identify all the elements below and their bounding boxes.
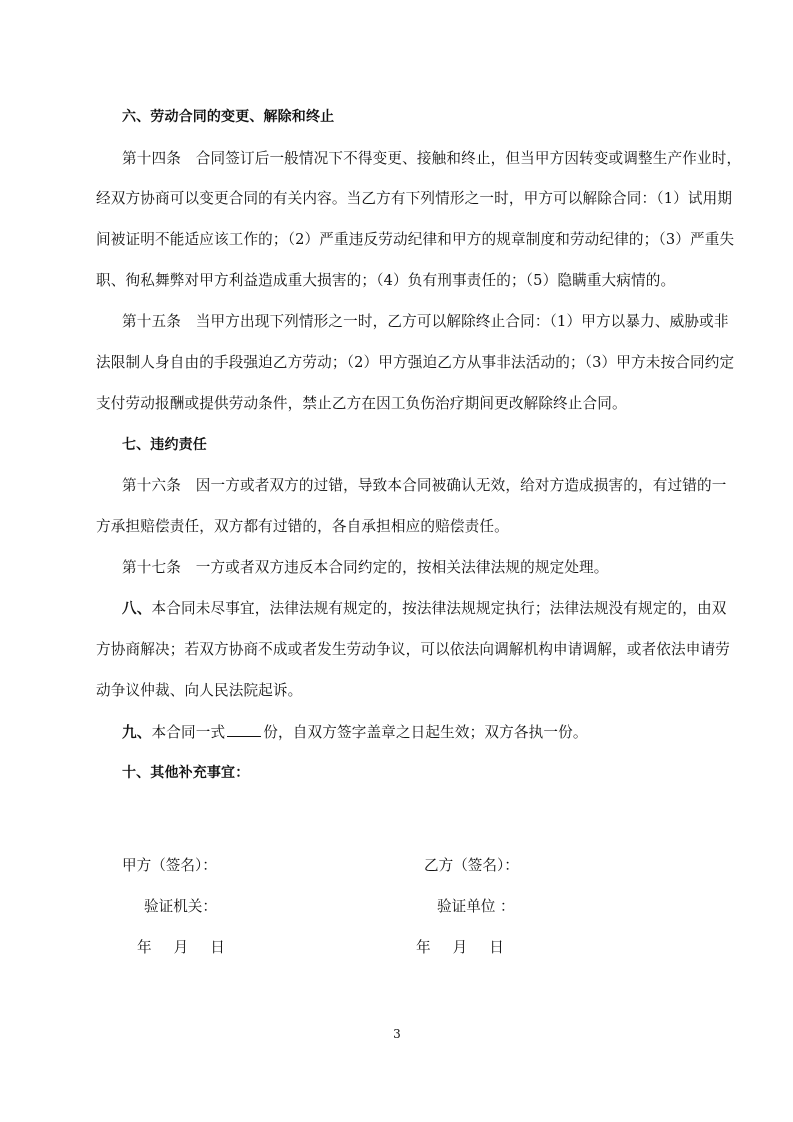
- day-label: 日: [210, 939, 225, 956]
- article-16-line-2: 方承担赔偿责任，双方都有过错的，各自承担相应的赔偿责任。: [96, 518, 509, 535]
- section-8-line-3: 动争议仲裁、向人民法院起诉。: [96, 682, 303, 699]
- month-label: 月: [173, 939, 189, 956]
- year-label: 年: [416, 939, 431, 956]
- article-14-line-2: 经双方协商可以变更合同的有关内容。当乙方有下列情形之一时，甲方可以解除合同：（1）试用期: [96, 190, 733, 207]
- party-b-signature-label: 乙方（签名）：: [424, 857, 519, 874]
- month-label: 月: [452, 939, 468, 956]
- section-10-heading: 十、其他补充事宜：: [122, 765, 250, 781]
- year-label: 年: [137, 939, 152, 956]
- page-number: 3: [393, 1027, 401, 1041]
- article-14-line-1: 第十四条 合同签订后一般情况下不得变更、接触和终止，但当甲方因转变或调整生产作业时，: [122, 150, 742, 167]
- section-8-number: 八、: [122, 600, 152, 617]
- party-b-date: [416, 938, 504, 958]
- section-9-text-before: 本合同一式: [151, 724, 226, 741]
- verify-unit-label: 验证单位 ：: [437, 898, 515, 915]
- party-a-date: [137, 938, 225, 958]
- article-15-line-1: 第十五条 当甲方出现下列情形之一时，乙方可以解除终止合同：（1）甲方以暴力、威胁或非: [122, 313, 729, 330]
- verify-organ-label: 验证机关：: [144, 898, 217, 915]
- day-label: 日: [489, 939, 504, 956]
- article-14-line-4: 职、徇私舞弊对甲方利益造成重大损害的；（4）负有刑事责任的；（5）隐瞒重大病情的。: [96, 272, 676, 289]
- section-8-line-2: 方协商解决；若双方协商不成或者发生劳动争议，可以依法向调解机构申请调解，或者依法申请劳: [96, 641, 730, 658]
- article-15-line-3: 支付劳动报酬或提供劳动条件，禁止乙方在因工负伤治疗期间更改解除终止合同。: [96, 395, 627, 412]
- section-9-number: 九、: [122, 724, 152, 741]
- section-8-line-1: [122, 599, 727, 619]
- section-8-text: 本合同未尽事宜，法律法规有规定的，按法律法规规定执行；法律法规没有规定的，由双: [151, 600, 727, 617]
- article-15-line-2: 法限制人身自由的手段强迫乙方劳动；（2）甲方强迫乙方从事非法活动的；（3）甲方未按合同约定: [96, 354, 735, 371]
- party-a-signature-label: 甲方（签名）：: [122, 857, 217, 874]
- section-9-text-after: 份，自双方签字盖章之日起生效；双方各执一份。: [263, 724, 588, 741]
- section-6-heading: 六、劳动合同的变更、解除和终止: [122, 109, 335, 125]
- article-17-line-1: 第十七条 一方或者双方违反本合同约定的，按相关法律法规的规定处理。: [122, 559, 609, 576]
- section-7-heading: 七、违约责任: [122, 437, 207, 453]
- copies-blank-field[interactable]: [227, 722, 261, 737]
- section-9-line: [122, 722, 716, 743]
- article-14-line-3: 间被证明不能适应该工作的；（2）严重违反劳动纪律和甲方的规章制度和劳动纪律的；（3）严重失: [96, 231, 735, 248]
- article-16-line-1: 第十六条 因一方或者双方的过错，导致本合同被确认无效，给对方造成损害的，有过错的一: [122, 477, 727, 494]
